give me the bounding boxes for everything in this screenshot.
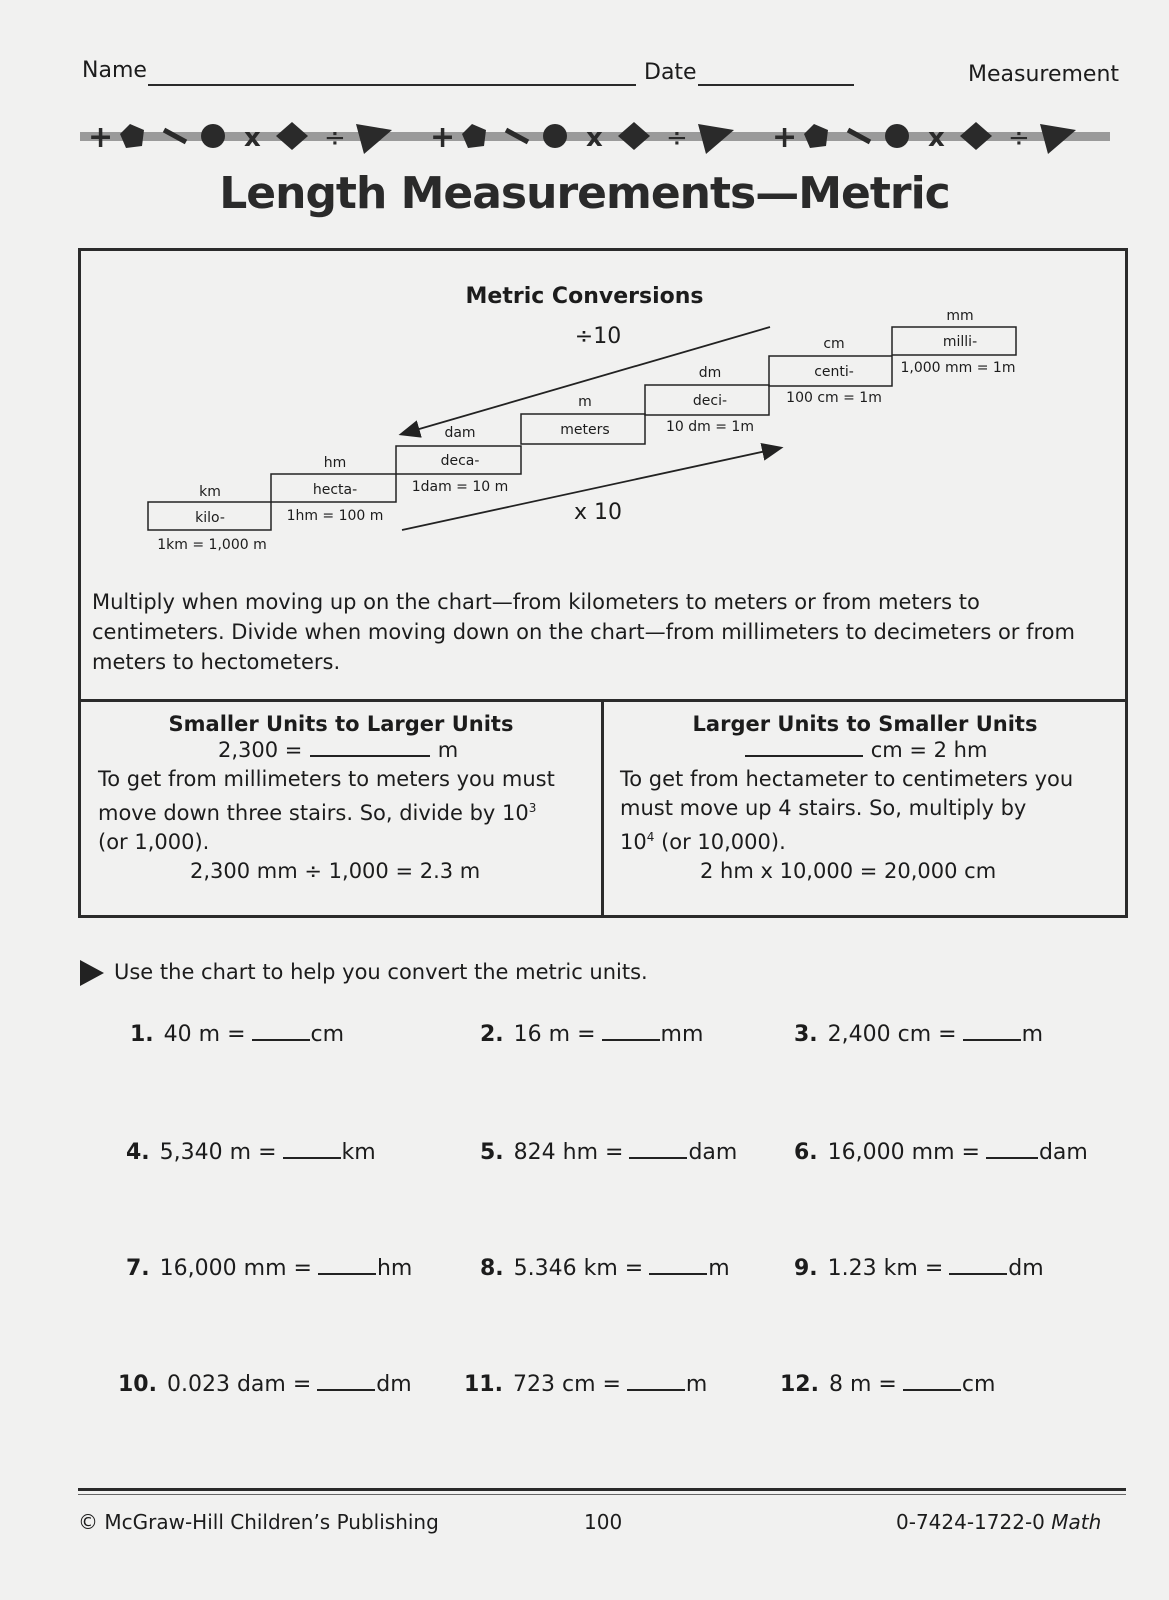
problem-unit: km: [341, 1140, 376, 1165]
problem-1: [130, 1022, 344, 1047]
stair-prefix-kilo: kilo-: [195, 510, 225, 526]
metric-staircase: [0, 0, 1169, 600]
svg-text:+: +: [88, 120, 114, 155]
problem-unit: m: [1021, 1022, 1044, 1047]
answer-blank[interactable]: [949, 1273, 1007, 1275]
larger-to-smaller-content: [606, 712, 1124, 886]
svg-text:÷: ÷: [1008, 123, 1030, 153]
svg-text:+: +: [430, 120, 456, 155]
right-line-1: To get from hectameter to centimeters you: [620, 767, 1074, 791]
divide-label: ÷10: [574, 324, 622, 349]
problem-number: 1.: [130, 1022, 154, 1047]
svg-text:÷: ÷: [666, 123, 688, 153]
footer-rule-thin: [78, 1494, 1126, 1495]
instruction-text: Use the chart to help you convert the metric units.: [114, 960, 648, 984]
answer-blank[interactable]: [629, 1157, 687, 1159]
problem-number: 6.: [794, 1140, 818, 1165]
right-base: 10: [620, 830, 647, 854]
answer-blank[interactable]: [317, 1389, 375, 1391]
chart-title: Metric Conversions: [465, 284, 704, 309]
stair-abbr-mm: mm: [946, 308, 974, 324]
problem-10: [118, 1372, 412, 1397]
svg-text:÷: ÷: [324, 123, 346, 153]
problem-4: [126, 1140, 376, 1165]
left-line-2-text: move down three stairs. So, divide by 10: [98, 801, 529, 825]
stair-abbr-cm: cm: [823, 336, 845, 352]
answer-blank[interactable]: [963, 1039, 1021, 1041]
answer-blank[interactable]: [649, 1273, 707, 1275]
multiply-label: x 10: [573, 500, 623, 525]
explanation-line: Multiply when moving up on the chart—from kilometers to meters or from meters to: [92, 590, 980, 614]
explanation-line: meters to hectometers.: [92, 650, 341, 674]
problem-number: 12.: [780, 1372, 819, 1397]
stair-prefix-deca: deca-: [440, 453, 480, 469]
problem-9: [794, 1256, 1044, 1281]
answer-blank[interactable]: [903, 1389, 961, 1391]
page-title: Length Measurements—Metric: [219, 168, 950, 219]
problem-unit: cm: [310, 1022, 345, 1047]
date-label: Date: [644, 60, 697, 85]
right-example-blank[interactable]: [745, 755, 863, 757]
right-line-3-text: (or 10,000).: [661, 830, 786, 854]
problem-7: [126, 1256, 412, 1281]
left-example-value: 2,300 =: [218, 738, 303, 762]
left-result: 2,300 mm ÷ 1,000 = 2.3 m: [190, 859, 481, 883]
left-power: 3: [528, 801, 537, 815]
problem-number: 5.: [480, 1140, 504, 1165]
svg-text:+: +: [772, 120, 798, 155]
right-power: 4: [646, 830, 655, 844]
problem-unit: dam: [688, 1140, 738, 1165]
right-result: 2 hm x 10,000 = 20,000 cm: [700, 859, 997, 883]
problem-number: 9.: [794, 1256, 818, 1281]
stair-prefix-meters: meters: [560, 422, 610, 438]
problem-11: [464, 1372, 707, 1397]
name-label: Name: [82, 58, 147, 83]
problem-unit: m: [708, 1256, 730, 1281]
problem-6: [794, 1140, 1088, 1165]
problem-left: 1.23 km =: [827, 1256, 944, 1281]
problem-5: [480, 1140, 737, 1165]
panel-title-smaller-to-larger: Smaller Units to Larger Units: [168, 712, 514, 736]
problem-left: 5.346 km =: [513, 1256, 644, 1281]
svg-text:x: x: [244, 123, 261, 153]
problem-8: [480, 1256, 730, 1281]
problem-unit: m: [685, 1372, 708, 1397]
stair-abbr-dm: dm: [698, 365, 722, 381]
right-line-2: must move up 4 stairs. So, multiply by: [620, 796, 1027, 820]
explanation-line: centimeters. Divide when moving down on the chart—from millimeters to decimeters or from: [92, 620, 1075, 644]
stair-prefix-milli: milli-: [942, 334, 978, 350]
problem-number: 10.: [118, 1372, 157, 1397]
problem-unit: mm: [660, 1022, 704, 1047]
problem-unit: dm: [1008, 1256, 1044, 1281]
left-line-1: To get from millimeters to meters you must: [98, 767, 555, 791]
svg-text:x: x: [928, 123, 945, 153]
answer-blank[interactable]: [986, 1157, 1038, 1159]
problem-number: 7.: [126, 1256, 150, 1281]
footer-page-number: 100: [584, 1510, 623, 1534]
problem-left: 16 m =: [513, 1022, 596, 1047]
problem-unit: cm: [961, 1372, 996, 1397]
answer-blank[interactable]: [283, 1157, 341, 1159]
stair-abbr-hm: hm: [323, 455, 347, 471]
left-example-blank[interactable]: [310, 755, 430, 757]
stair-equiv-hecta: 1hm = 100 m: [286, 508, 384, 524]
smaller-to-larger-content: [82, 712, 600, 886]
triangle-bullet-icon: [80, 960, 106, 986]
problem-number: 8.: [480, 1256, 504, 1281]
stair-prefix-centi: centi-: [814, 364, 854, 380]
left-line-3: (or 1,000).: [98, 830, 210, 854]
stair-equiv-milli: 1,000 mm = 1m: [900, 360, 1016, 376]
problem-left: 5,340 m =: [159, 1140, 277, 1165]
problem-unit: dam: [1038, 1140, 1088, 1165]
chart-explanation: [92, 587, 1112, 677]
answer-blank[interactable]: [627, 1389, 685, 1391]
footer-isbn-number: 0-7424-1722-0: [896, 1510, 1045, 1534]
stair-equiv-centi: 100 cm = 1m: [786, 390, 882, 406]
right-example: [606, 736, 1124, 765]
answer-blank[interactable]: [602, 1039, 660, 1041]
stair-equiv-deca: 1dam = 10 m: [411, 479, 509, 495]
stair-equiv-deci: 10 dm = 1m: [666, 419, 754, 435]
problem-unit: dm: [376, 1372, 412, 1397]
footer-publisher: © McGraw-Hill Children’s Publishing: [78, 1510, 439, 1534]
footer-rule: [78, 1488, 1126, 1491]
problem-left: 0.023 dam =: [166, 1372, 312, 1397]
stair-prefix-hecta: hecta-: [312, 482, 358, 498]
stair-equiv-kilo: 1km = 1,000 m: [157, 537, 267, 553]
left-example: [82, 736, 600, 765]
svg-text:x: x: [586, 123, 603, 153]
left-line-2: [82, 794, 600, 828]
stair-abbr-dam: dam: [444, 425, 476, 441]
problem-2: [480, 1022, 703, 1047]
problem-number: 4.: [126, 1140, 150, 1165]
stair-abbr-m: m: [578, 394, 592, 410]
problem-left: 40 m =: [163, 1022, 246, 1047]
stair-prefix-deci: deci-: [692, 393, 728, 409]
footer-book: Math: [1051, 1510, 1102, 1534]
problem-number: 11.: [464, 1372, 503, 1397]
problem-12: [780, 1372, 995, 1397]
answer-blank[interactable]: [252, 1039, 310, 1041]
right-line-3: [606, 823, 1124, 857]
problem-left: 723 cm =: [512, 1372, 621, 1397]
problem-number: 2.: [480, 1022, 504, 1047]
problem-left: 16,000 mm =: [827, 1140, 980, 1165]
problem-3: [794, 1022, 1043, 1047]
problem-unit: hm: [376, 1256, 413, 1281]
right-example-unit: cm = 2 hm: [870, 738, 988, 762]
answer-blank[interactable]: [318, 1273, 376, 1275]
problem-left: 8 m =: [828, 1372, 897, 1397]
stair-abbr-km: km: [199, 484, 221, 500]
left-example-unit: m: [437, 738, 459, 762]
panel-title-larger-to-smaller: Larger Units to Smaller Units: [692, 712, 1038, 736]
problem-left: 2,400 cm =: [827, 1022, 957, 1047]
problem-left: 16,000 mm =: [159, 1256, 312, 1281]
subject-label: Measurement: [968, 62, 1120, 87]
problem-left: 824 hm =: [513, 1140, 624, 1165]
footer-isbn: [896, 1510, 1101, 1534]
problem-number: 3.: [794, 1022, 818, 1047]
